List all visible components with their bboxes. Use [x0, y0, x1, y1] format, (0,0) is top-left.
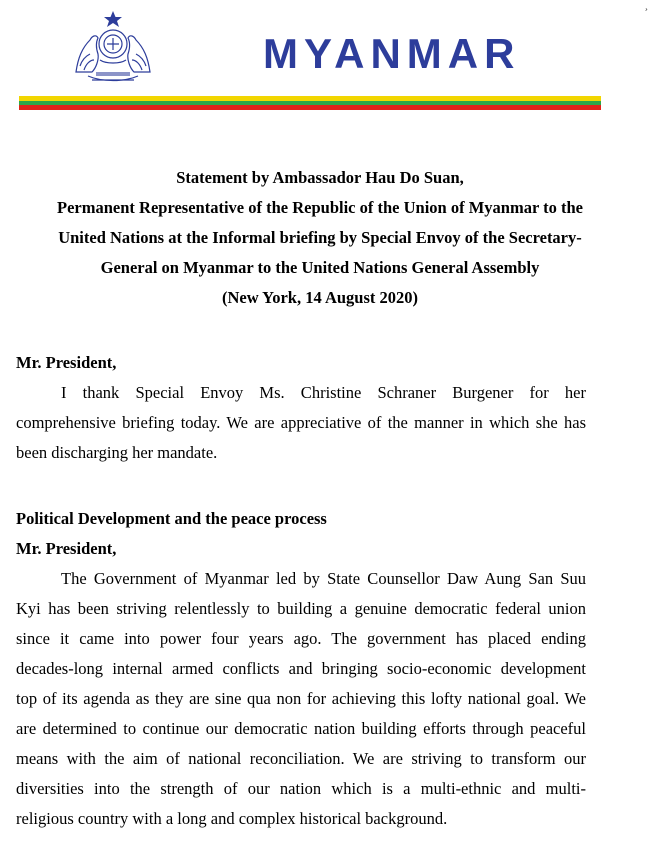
- paragraph-line: I thank Special Envoy Ms. Christine Schraner Burgener for her: [61, 383, 586, 402]
- title-line: United Nations at the Informal briefing by Special Envoy of the Secretary-: [58, 228, 582, 247]
- section-political: [16, 504, 586, 834]
- country-name: MYANMAR: [263, 30, 521, 77]
- flag-stripes: [19, 96, 601, 110]
- paragraph-line: since it came into power four years ago. The government has placed ending: [16, 629, 586, 648]
- salutation: Mr. President,: [16, 353, 117, 372]
- state-emblem-icon: [72, 10, 154, 82]
- paragraph-line: been discharging her mandate.: [16, 443, 218, 462]
- section-heading: Political Development and the peace process: [16, 509, 327, 528]
- title-line: Permanent Representative of the Republic of the Union of Myanmar to the: [57, 198, 583, 217]
- paragraph-line: The Government of Myanmar led by State Counsellor Daw Aung San Suu: [61, 569, 586, 588]
- paragraph-line: are determined to continue our democratic nation building efforts through peaceful: [16, 719, 586, 738]
- corner-mark: ¸: [644, 0, 648, 11]
- paragraph-line: means with the aim of national reconciliation. We are striving to transform our: [16, 749, 586, 768]
- title-line: General on Myanmar to the United Nations General Assembly: [100, 258, 540, 277]
- paragraph-line: comprehensive briefing today. We are appreciative of the manner in which she has: [16, 413, 586, 432]
- section-intro: [16, 348, 586, 468]
- flag-stripe-red: [19, 105, 601, 110]
- title-line: (New York, 14 August 2020): [221, 288, 419, 307]
- paragraph-line: Kyi has been striving relentlessly to building a genuine democratic federal union: [16, 599, 586, 618]
- paragraph-line: top of its agenda as they are sine qua non for achieving this lofty national goal. We: [16, 689, 586, 708]
- paragraph-line: religious country with a long and complex historical background.: [16, 809, 448, 828]
- paragraph-line: diversities into the strength of our nation which is a multi-ethnic and multi-: [16, 779, 586, 798]
- statement-title: [20, 163, 620, 313]
- paragraph-line: decades-long internal armed conflicts and bringing socio-economic development: [16, 659, 586, 678]
- salutation: Mr. President,: [16, 539, 117, 558]
- title-line: Statement by Ambassador Hau Do Suan,: [176, 168, 464, 187]
